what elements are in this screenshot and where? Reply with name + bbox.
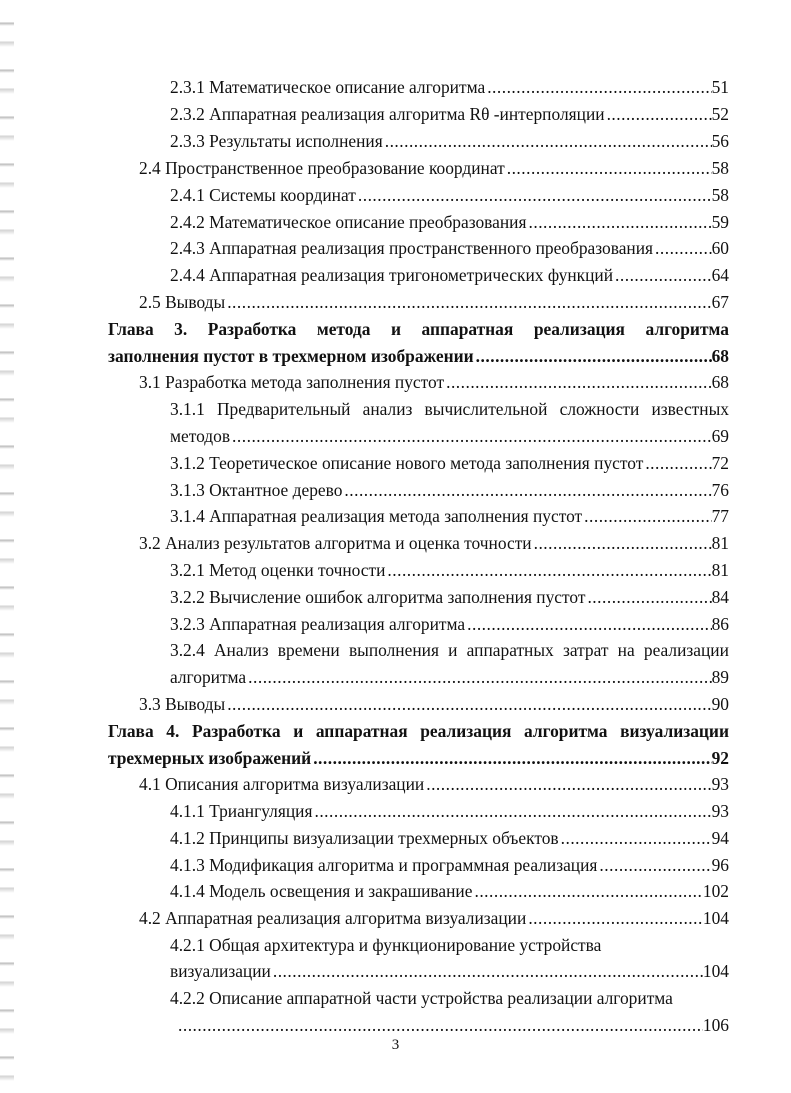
dot-leader — [485, 74, 711, 100]
toc-entry[interactable] — [108, 343, 729, 369]
toc-entry-title: 3.2 Анализ результатов алгоритма и оценка точности — [139, 533, 532, 553]
toc-entry-title: 2.3.1 Математическое описание алгоритма — [170, 77, 486, 97]
toc-entry[interactable] — [170, 503, 729, 529]
dot-leader — [385, 557, 711, 583]
toc-entry[interactable] — [170, 262, 729, 288]
toc-entry-page: 102 — [702, 881, 729, 901]
toc-entry[interactable] — [170, 450, 729, 476]
toc-entry[interactable] — [170, 128, 729, 154]
word: реализации — [643, 640, 729, 660]
toc-entry-title: алгоритма — [170, 667, 247, 687]
dot-leader — [312, 798, 711, 824]
toc-entry[interactable] — [176, 1012, 729, 1038]
word: метода — [316, 319, 371, 339]
toc-entry-page: 76 — [711, 480, 729, 500]
word: 3. — [174, 319, 188, 339]
toc-entry-title: 3.2.3 Аппаратная реализация алгоритма — [170, 614, 466, 634]
toc-entry[interactable] — [139, 155, 729, 181]
toc-entry[interactable] — [170, 423, 729, 449]
word: 3.2.4 — [170, 640, 205, 660]
dot-leader — [230, 423, 712, 449]
toc-entry-title: 3.3 Выводы — [139, 694, 226, 714]
word: реализация — [420, 721, 512, 741]
word: 4. — [166, 721, 180, 741]
toc-entry[interactable] — [139, 905, 729, 931]
word: и — [390, 319, 401, 339]
toc-entry-title: 2.4.2 Математическое описание преобразования — [170, 212, 527, 232]
dot-leader — [225, 289, 711, 315]
toc-entry[interactable] — [170, 209, 729, 235]
toc-entry-title: 3.1 Разработка метода заполнения пустот — [139, 372, 445, 392]
toc-entry-page: 60 — [711, 238, 729, 258]
word: времени — [277, 640, 340, 660]
toc-entry-page: 72 — [711, 453, 729, 473]
word: 3.1.1 — [170, 399, 205, 419]
dot-leader — [505, 155, 712, 181]
word: Разработка — [191, 721, 281, 741]
toc-entry[interactable] — [170, 958, 729, 984]
chapter-heading-line[interactable] — [108, 316, 729, 342]
toc-entry-page: 96 — [711, 855, 729, 875]
dot-leader — [176, 1012, 703, 1038]
word: аппаратная — [421, 319, 514, 339]
dot-leader — [527, 209, 712, 235]
toc-entry-page: 64 — [711, 265, 729, 285]
toc-entry-page: 93 — [711, 774, 729, 794]
toc-entry-title: 2.4.1 Системы координат — [170, 185, 356, 205]
toc-entry-page: 68 — [711, 346, 729, 366]
dot-leader — [597, 852, 711, 878]
toc-entry[interactable] — [139, 771, 729, 797]
dot-leader — [559, 825, 712, 851]
toc-entry-title: 4.1.4 Модель освещения и закрашивание — [170, 881, 473, 901]
toc-entry-title: 4.1.1 Триангуляция — [170, 801, 313, 821]
toc-entry-page: 104 — [702, 908, 729, 928]
toc-entry-title: 3.1.2 Теоретическое описание нового метода заполнения пустот — [170, 453, 644, 473]
dot-leader — [271, 958, 703, 984]
toc-entry-title: 2.3.2 Аппаратная реализация алгоритма Rθ -интерполяции — [170, 104, 605, 124]
toc-entry-title: 2.3.3 Результаты исполнения — [170, 131, 383, 151]
toc-entry-page: 104 — [702, 961, 729, 981]
toc-entry[interactable] — [170, 182, 729, 208]
word: Глава — [108, 319, 154, 339]
page-number: 3 — [391, 1037, 400, 1053]
toc-entry-page: 86 — [711, 614, 729, 634]
word: и — [448, 640, 458, 660]
toc-entry[interactable] — [170, 235, 729, 261]
toc-entry[interactable] — [170, 584, 729, 610]
toc-entry[interactable] — [170, 477, 729, 503]
toc-entry-page: 52 — [711, 104, 729, 124]
toc-entry-page: 56 — [711, 131, 729, 151]
dot-leader — [444, 369, 712, 395]
toc-entry-page: 58 — [711, 158, 729, 178]
toc-entry-line[interactable] — [170, 985, 729, 1011]
toc-entry-page: 92 — [711, 748, 729, 768]
toc-entry-page: 77 — [711, 506, 729, 526]
toc-entry-line[interactable] — [170, 396, 729, 422]
dot-leader — [653, 235, 712, 261]
dot-leader — [474, 343, 712, 369]
word: Анализ — [213, 640, 269, 660]
toc-entry-title: 3.2.1 Метод оценки точности — [170, 560, 386, 580]
word: на — [617, 640, 635, 660]
toc-entry[interactable] — [139, 289, 729, 315]
toc-entry[interactable] — [170, 878, 729, 904]
toc-entry-page: 89 — [711, 667, 729, 687]
toc-entry[interactable] — [170, 825, 729, 851]
toc-entry-page: 67 — [711, 292, 729, 312]
chapter-heading-line[interactable] — [108, 718, 729, 744]
toc-entry[interactable] — [170, 664, 729, 690]
toc-entry-title: трехмерных изображений — [108, 748, 312, 768]
dot-leader — [342, 477, 711, 503]
scan-edge-artifact — [0, 0, 14, 1093]
dot-leader — [643, 450, 711, 476]
toc-entry[interactable] — [139, 691, 729, 717]
dot-leader — [532, 530, 712, 556]
toc-entry-title: 4.1.3 Модификация алгоритма и программная реализация — [170, 855, 598, 875]
word: вычислительной — [424, 399, 548, 419]
toc-entry[interactable] — [170, 101, 729, 127]
dot-leader — [605, 101, 712, 127]
word: реализация — [533, 319, 625, 339]
dot-leader — [246, 664, 711, 690]
toc-entry-page: 81 — [711, 533, 729, 553]
toc-entry[interactable] — [170, 557, 729, 583]
toc-entry-page: 94 — [711, 828, 729, 848]
toc-entry[interactable] — [139, 530, 729, 556]
dot-leader — [225, 691, 711, 717]
dot-leader — [585, 584, 711, 610]
dot-leader — [472, 878, 702, 904]
word: Глава — [108, 721, 154, 741]
word: Разработка — [207, 319, 297, 339]
toc-entry-title: методов — [170, 426, 231, 446]
toc-entry-page: 58 — [711, 185, 729, 205]
toc-entry-title: 3.1.4 Аппаратная реализация метода заполнения пустот — [170, 506, 583, 526]
toc-entry[interactable] — [170, 852, 729, 878]
dot-leader — [613, 262, 712, 288]
word: Предварительный — [216, 399, 351, 419]
word: выполнения — [348, 640, 439, 660]
word: и — [293, 721, 304, 741]
toc-entry-title: 2.4.4 Аппаратная реализация тригонометрических функций — [170, 265, 614, 285]
word: алгоритма — [524, 721, 608, 741]
word: алгоритма — [645, 319, 729, 339]
toc-entry-title: 4.2.2 Описание аппаратной части устройства реализации алгоритма — [170, 988, 673, 1008]
toc-entry[interactable] — [108, 745, 729, 771]
toc-entry-page: 93 — [711, 801, 729, 821]
dot-leader — [356, 182, 712, 208]
dot-leader — [526, 905, 703, 931]
word: анализ — [362, 399, 413, 419]
toc-entry-title: 2.5 Выводы — [139, 292, 226, 312]
word: аппаратная — [315, 721, 408, 741]
toc-entry-title: 3.2.2 Вычисление ошибок алгоритма заполнения пустот — [170, 587, 586, 607]
word: сложности — [559, 399, 640, 419]
toc-entry[interactable] — [170, 74, 729, 100]
toc-entry-page: 69 — [711, 426, 729, 446]
word: аппаратных — [466, 640, 554, 660]
dot-leader — [582, 503, 711, 529]
toc-entry-title: заполнения пустот в трехмерном изображении — [108, 346, 474, 366]
word: затрат — [562, 640, 609, 660]
dot-leader — [465, 611, 711, 637]
toc-entry-page: 68 — [711, 372, 729, 392]
toc-entry-title: 2.4 Пространственное преобразование координат — [139, 158, 505, 178]
toc-entry-title: визуализации — [170, 961, 271, 981]
toc-entry-page: 81 — [711, 560, 729, 580]
toc-entry-title: 4.1.2 Принципы визуализации трехмерных объектов — [170, 828, 559, 848]
toc-entry-line[interactable] — [170, 932, 729, 958]
toc-entry[interactable] — [139, 369, 729, 395]
toc-entry-page: 84 — [711, 587, 729, 607]
toc-entry[interactable] — [170, 798, 729, 824]
toc-entry-page: 51 — [711, 77, 729, 97]
word: визуализации — [620, 721, 729, 741]
dot-leader — [424, 771, 711, 797]
toc-entry-title: 4.1 Описания алгоритма визуализации — [139, 774, 425, 794]
toc-entry[interactable] — [170, 611, 729, 637]
toc-entry-page: 59 — [711, 212, 729, 232]
toc-entry-title: 4.2 Аппаратная реализация алгоритма визуализации — [139, 908, 527, 928]
toc-entry-page: 90 — [711, 694, 729, 714]
toc-entry-line[interactable] — [170, 637, 729, 663]
toc-entry-page: 106 — [702, 1015, 729, 1035]
toc-entry-title: 4.2.1 Общая архитектура и функционирование устройства — [170, 935, 602, 955]
dot-leader — [311, 745, 711, 771]
toc-entry-title: 3.1.3 Октантное дерево — [170, 480, 343, 500]
word: известных — [651, 399, 729, 419]
toc-entry-title: 2.4.3 Аппаратная реализация пространственного преобразования — [170, 238, 654, 258]
dot-leader — [383, 128, 712, 154]
